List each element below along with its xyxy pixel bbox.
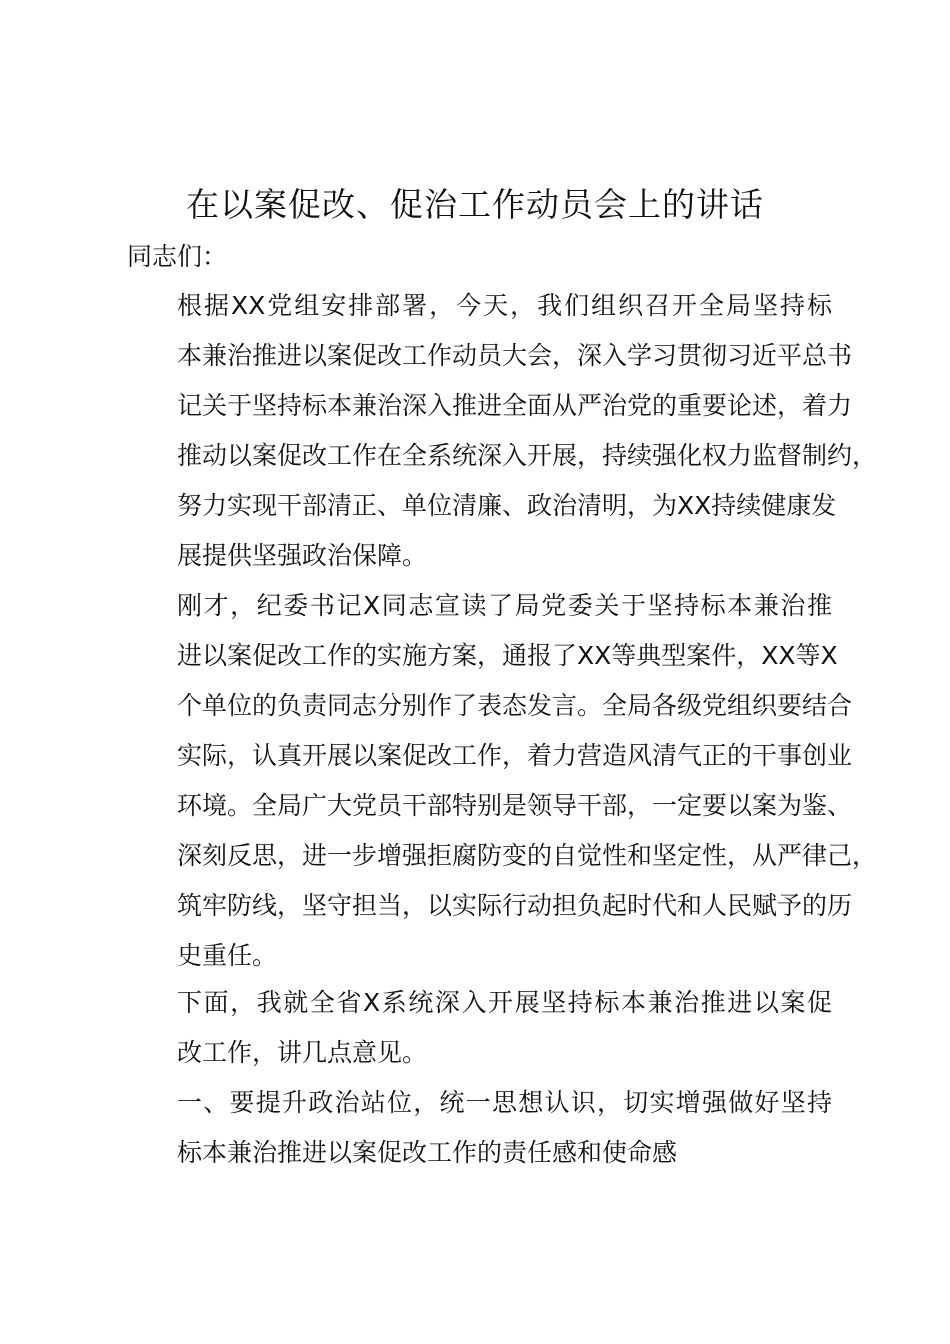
- paragraph-line: 改工作，讲几点意见。: [177, 1038, 428, 1067]
- salutation: 同志们：: [127, 242, 228, 271]
- paragraph-line: 根据XX党组安排部署，今天，我们组织召开全局坚持标: [177, 291, 832, 320]
- paragraph-line: 努力实现干部清正、单位清廉、政治清明，为XX持续健康发: [177, 491, 837, 520]
- paragraph-2: [127, 581, 878, 981]
- paragraph-line: 本兼治推进以案促改工作动员大会，深入学习贯彻习近平总书: [177, 341, 853, 370]
- paragraph-line: 下面，我就全省X系统深入开展坚持标本兼治推进以案促: [177, 988, 832, 1017]
- section-heading-1: [127, 1078, 832, 1178]
- paragraph-line: 记关于坚持标本兼治深入推进全面从严治党的重要论述，着力: [177, 391, 853, 420]
- paragraph-line: 实际，认真开展以案促改工作，着力营造风清气正的干事创业: [177, 741, 853, 770]
- paragraph-line: 个单位的负责同志分别作了表态发言。全局各级党组织要结合: [177, 691, 853, 720]
- paragraph-line: 进以案促改工作的实施方案，通报了XX等典型案件，XX等X: [177, 641, 838, 670]
- paragraph-line: 一、要提升政治站位，统一思想认识，切实增强做好坚持: [177, 1088, 832, 1117]
- paragraph-line: 标本兼治推进以案促改工作的责任感和使命感: [177, 1138, 678, 1167]
- paragraph-1: [127, 281, 878, 581]
- paragraph-line: 环境。全局广大党员干部特别是领导干部，一定要以案为鉴、: [177, 791, 853, 820]
- paragraph-line: 筑牢防线，坚守担当，以实际行动担负起时代和人民赋予的历: [177, 891, 853, 920]
- document-title: 在以案促改、促治工作动员会上的讲话: [186, 185, 764, 224]
- paragraph-line: 推动以案促改工作在全系统深入开展，持续强化权力监督制约，: [177, 441, 878, 470]
- paragraph-line: 刚才，纪委书记X同志宣读了局党委关于坚持标本兼治推: [177, 591, 832, 620]
- paragraph-line: 展提供坚强政治保障。: [177, 541, 428, 570]
- paragraph-line: 深刻反思，进一步增强拒腐防变的自觉性和坚定性，从严律己，: [177, 841, 878, 870]
- paragraph-3: [127, 978, 832, 1078]
- paragraph-line: 史重任。: [177, 941, 278, 970]
